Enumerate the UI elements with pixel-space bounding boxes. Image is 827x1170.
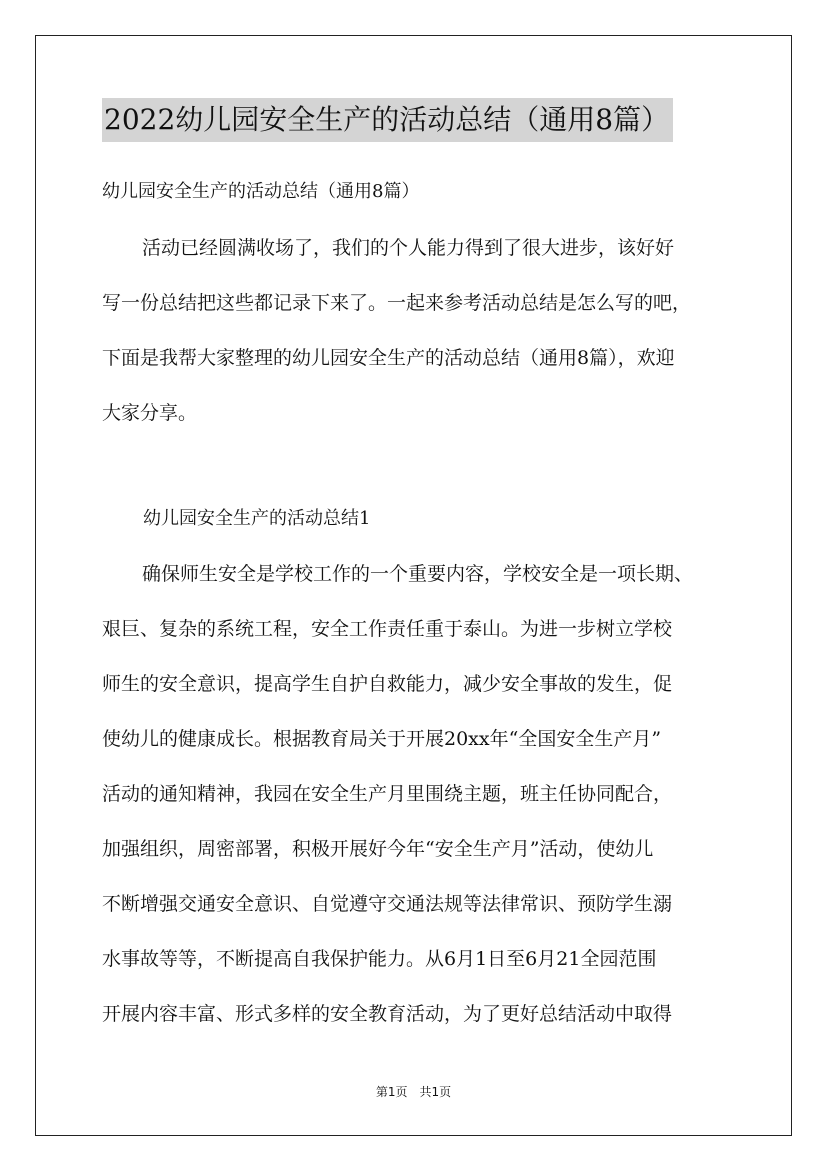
intro-paragraph <box>102 221 732 441</box>
document-subtitle: 幼儿园安全生产的活动总结（通用8篇） <box>102 181 420 202</box>
body-line: 使幼儿的健康成长。根据教育局关于开展20xx年“全国安全生产月” <box>102 728 662 750</box>
section-heading: 幼儿园安全生产的活动总结1 <box>143 508 371 529</box>
intro-line: 大家分享。 <box>102 402 198 424</box>
intro-line: 活动已经圆满收场了，我们的个人能力得到了很大进步，该好好 <box>142 237 675 259</box>
body-line: 开展内容丰富、形式多样的安全教育活动，为了更好总结活动中取得 <box>102 1003 673 1025</box>
body-paragraph <box>102 547 732 1042</box>
page-footer: 第1页 共1页 <box>375 1085 452 1099</box>
body-line: 加强组织，周密部署，积极开展好今年“安全生产月”活动，使幼儿 <box>102 838 654 860</box>
body-line: 艰巨、复杂的系统工程，安全工作责任重于泰山。为进一步树立学校 <box>102 618 673 640</box>
intro-line: 写一份总结把这些都记录下来了。一起来参考活动总结是怎么写的吧， <box>102 292 692 314</box>
body-line: 确保师生安全是学校工作的一个重要内容，学校安全是一项长期、 <box>142 563 694 585</box>
intro-line: 下面是我帮大家整理的幼儿园安全生产的活动总结（通用8篇），欢迎 <box>102 347 675 369</box>
body-line: 活动的通知精神，我园在安全生产月里围绕主题，班主任协同配合， <box>102 783 673 805</box>
body-line: 不断增强交通安全意识、自觉遵守交通法规等法律常识、预防学生溺 <box>102 893 673 915</box>
body-line: 水事故等等，不断提高自我保护能力。从6月1日至6月21全园范围 <box>102 948 657 970</box>
body-line: 师生的安全意识，提高学生自护自救能力，减少安全事故的发生，促 <box>102 673 673 695</box>
document-title: 2022幼儿园安全生产的活动总结（通用8篇） <box>102 98 673 142</box>
